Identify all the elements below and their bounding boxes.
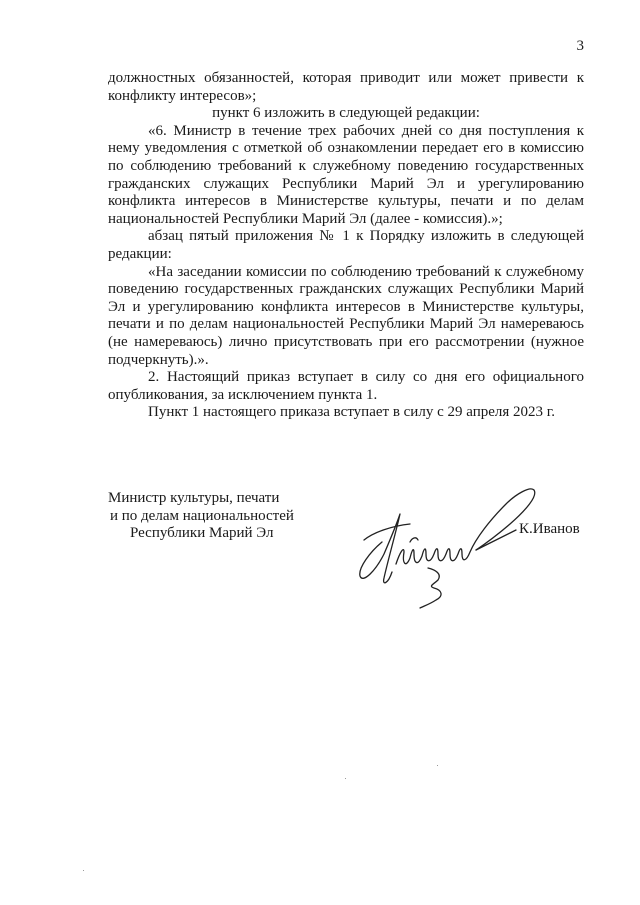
page-number: 3: [576, 38, 584, 54]
paragraph-item-6-text: «6. Министр в течение трех рабочих дней со дня поступления к нему уведомления с отметкой об ознакомлении передает его в комиссию по соблюдению требований к служебному поведению государственных гражданских служащих Республики Марий Эл и урегулированию конфликта интересов в Министерстве культуры, печати и по делам национальностей Республики Марий Эл (далее - комиссия).»;: [108, 122, 584, 227]
paragraph-continuation: должностных обязанностей, которая приводит или может привести к конфликту интересов»;: [108, 70, 584, 104]
paragraph-appendix-text: «На заседании комиссии по соблюдению требований к служебному поведению государственных гражданских служащих Республики Марий Эл и урегулированию конфликта интересов в Министерстве культуры, печати и по делам национальностей Республики Марий Эл намереваюсь (не намереваюсь) лично присутствовать при его рассмотрении (нужное подчеркнуть).».: [108, 263, 584, 368]
paragraph-appendix-heading: абзац пятый приложения № 1 к Порядку изложить в следующей редакции:: [108, 228, 584, 262]
signer-name: К.Иванов: [519, 521, 580, 537]
handwritten-signature: [340, 480, 560, 610]
signature-title-block: [108, 490, 294, 543]
document-body: [108, 70, 584, 422]
paragraph-effective-date: 2. Настоящий приказ вступает в силу со дня его официального опубликования, за исключением пункта 1.: [108, 369, 584, 403]
signer-title-line: Министр культуры, печати: [108, 490, 280, 506]
scan-speck: [345, 778, 346, 779]
scan-speck: [437, 765, 438, 766]
signer-title-line: Республики Марий Эл: [130, 525, 274, 542]
signer-title-line: и по делам национальностей: [110, 507, 294, 524]
paragraph-item-6-heading: пункт 6 изложить в следующей редакции:: [212, 105, 480, 122]
scan-speck: [83, 870, 84, 871]
paragraph-item-1-effective: Пункт 1 настоящего приказа вступает в силу с 29 апреля 2023 г.: [148, 404, 555, 421]
